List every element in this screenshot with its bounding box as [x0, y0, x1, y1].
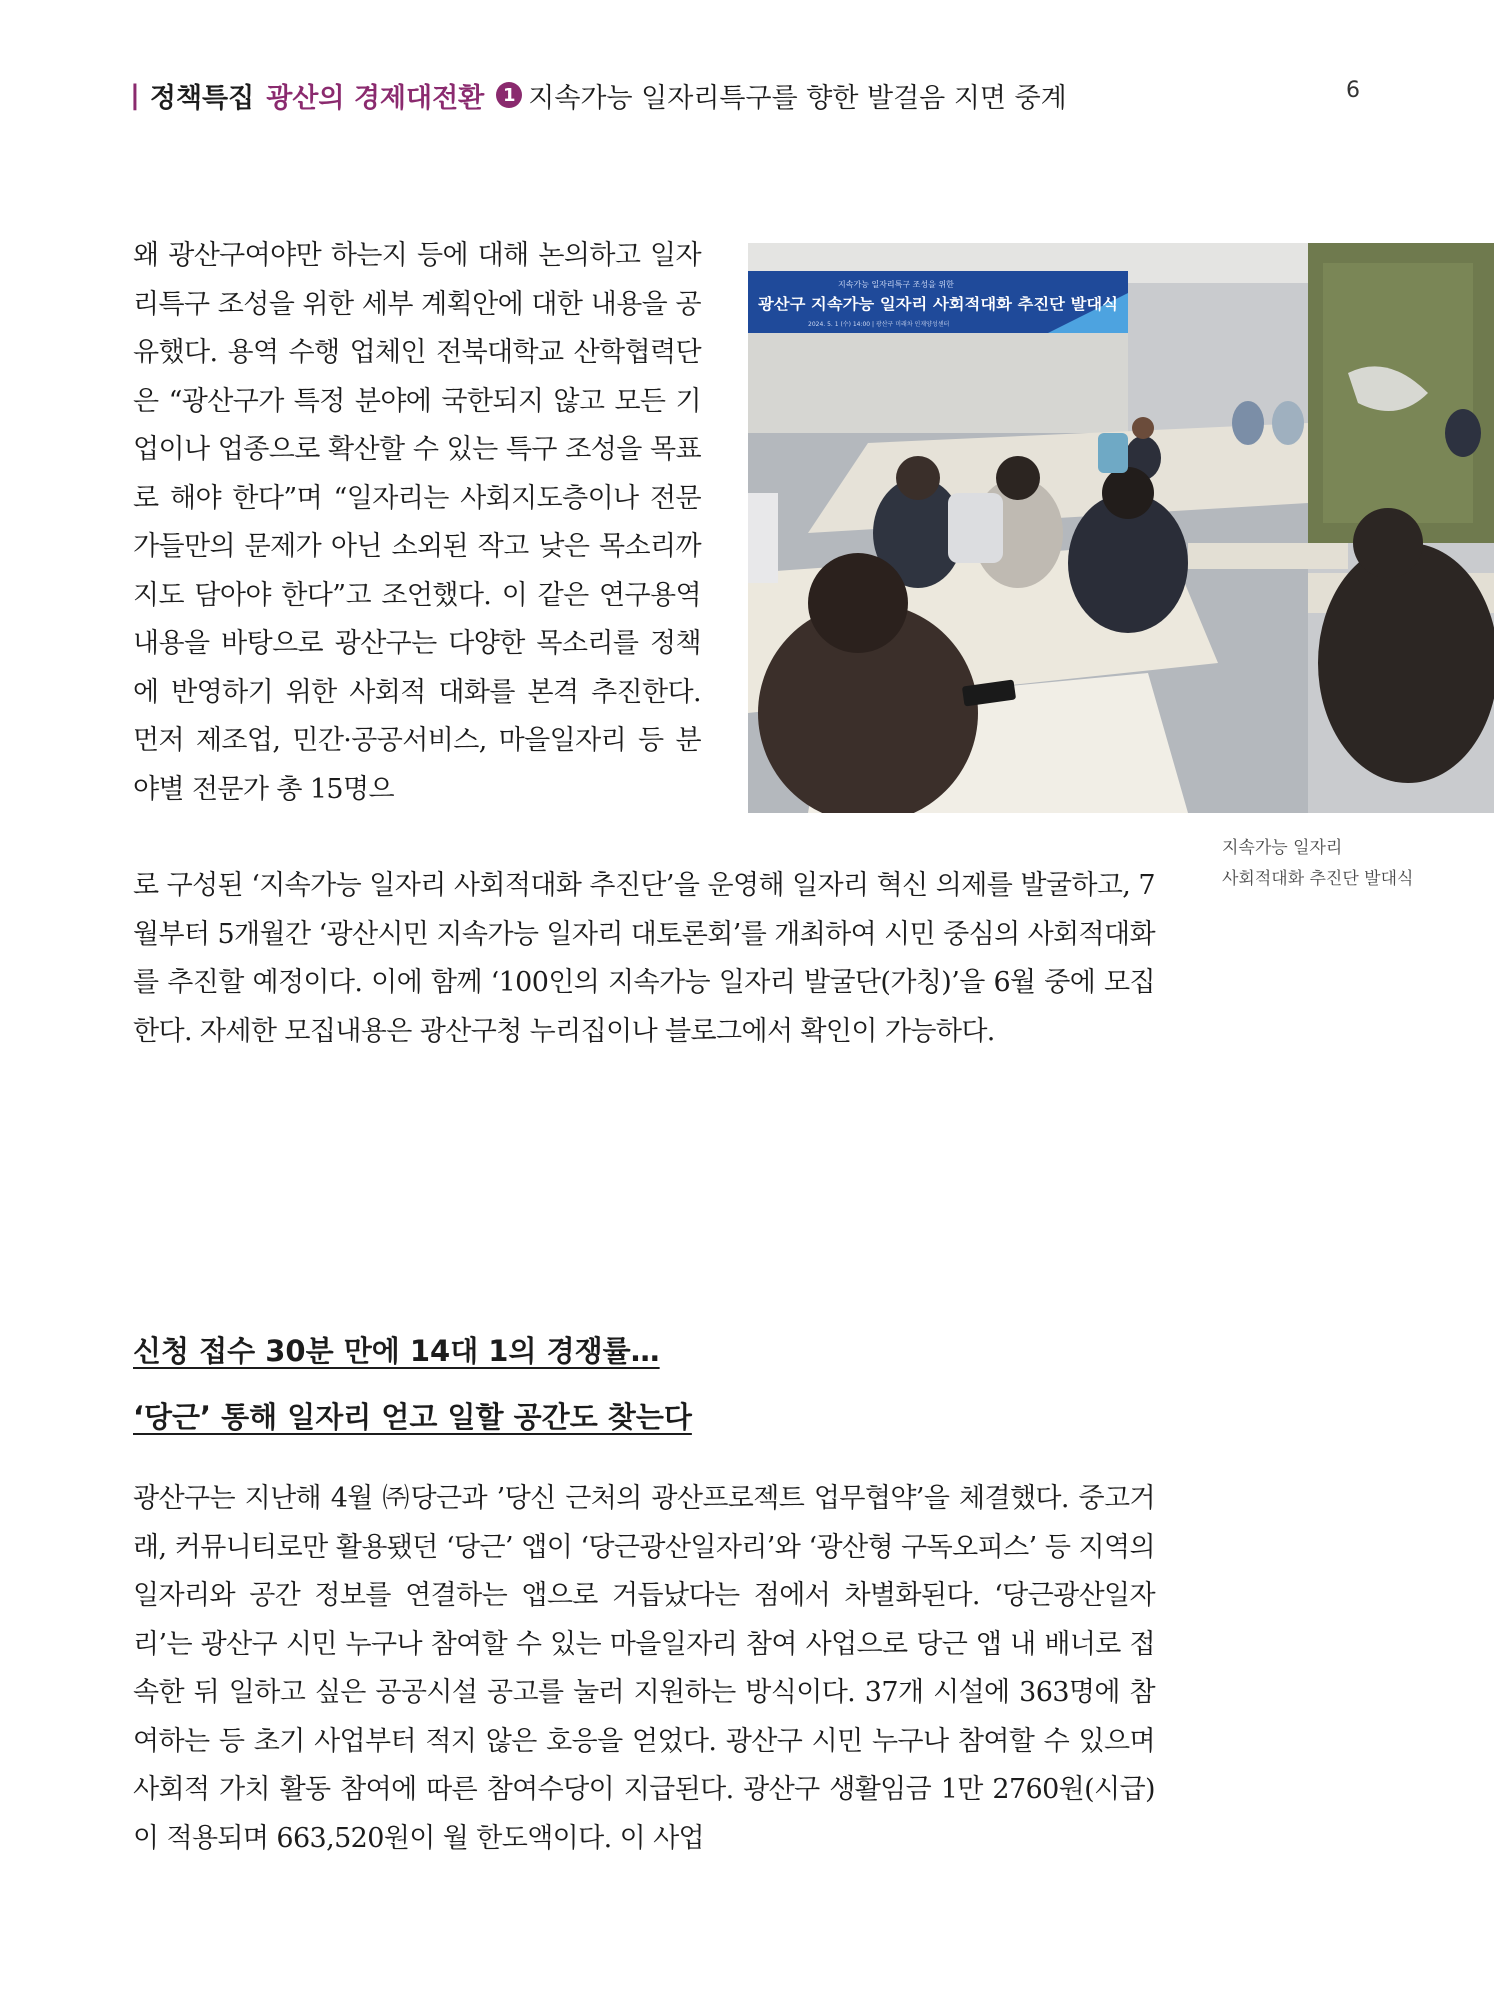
banner-small-text: 지속가능 일자리특구 조성을 위한: [838, 280, 954, 289]
photo-caption-line: 지속가능 일자리: [1222, 838, 1343, 858]
header-category: 정책특집: [149, 82, 255, 114]
section-heading: [133, 1318, 1033, 1450]
paragraph-1: 왜 광산구여야만 하는지 등에 대해 논의하고 일자리특구 조성을 위한 세부 계획안에 대한 내용을 공유했다. 용역 수행 업체인 전북대학교 산학협력단은 “광산구가 특정 분야에 국한되지 않고 모든 기업이나 업종으로 확산할 수 있는 특구 조성을 목표로 해야 한다”며 “일자리는 사회지도층이나 전문가들만의 문제가 아닌 소외된 작고 낮은 목소리까지도 담아야 한다”고 조언했다. 이 같은 연구용역 내용을 바탕으로 광산구는 다양한 목소리를 정책에 반영하기 위한 사회적 대화를 본격 추진한다. 먼저 제조업, 민간·공공서비스, 마을일자리 등 분야별 전문가 총 15명으: [133, 240, 701, 805]
event-photo: [748, 243, 1494, 813]
header-bar: |: [130, 79, 140, 111]
photo-caption-line: 사회적대화 추진단 발대식: [1222, 869, 1414, 889]
banner-date-text: 2024. 5. 1 (수) 14:00 | 광산구 미래차 인재양성센터: [808, 321, 950, 328]
section-heading-line: ‘당근’ 통해 일자리 얻고 일할 공간도 찾는다: [133, 1400, 692, 1434]
paragraph-3: 광산구는 지난해 4월 ㈜당근과 ’당신 근처의 광산프로젝트 업무협약’을 체결했다. 중고거래, 커뮤니티로만 활용됐던 ‘당근’ 앱이 ‘당근광산일자리’와 ‘광산형 구독오피스’ 등 지역의 일자리와 공간 정보를 연결하는 앱으로 거듭났다는 점에서 차별화된다. ‘당근광산일자리’는 광산구 시민 누구나 참여할 수 있는 마을일자리 참여 사업으로 당근 앱 내 배너로 접속한 뒤 일하고 싶은 공공시설 공고를 눌러 지원하는 방식이다. 37개 시설에 363명에 참여하는 등 초기 사업부터 적지 않은 호응을 얻었다. 광산구 시민 누구나 참여할 수 있으며 사회적 가치 활동 참여에 따른 참여수당이 지급된다. 광산구 생활임금 1만 2760원(시급)이 적용되며 663,520원이 월 한도액이다. 이 사업: [133, 1483, 1155, 1854]
page-header: [130, 70, 1370, 120]
banner-main-text: 광산구 지속가능 일자리 사회적대화 추진단 발대식: [756, 295, 1118, 313]
header-subtitle: 지속가능 일자리특구를 향한 발걸음 지면 중계: [528, 82, 1067, 114]
section-heading-line: 신청 접수 30분 만에 14대 1의 경쟁률…: [133, 1334, 660, 1368]
header-number-badge: 1: [496, 82, 522, 108]
photo-caption: [1222, 833, 1482, 895]
header-theme: 광산의 경제대전환: [266, 82, 485, 114]
page-number: 6: [1346, 78, 1360, 103]
paragraph-2: 로 구성된 ‘지속가능 일자리 사회적대화 추진단’을 운영해 일자리 혁신 의제를 발굴하고, 7월부터 5개월간 ‘광산시민 지속가능 일자리 대토론회’를 개최하여 시민 중심의 사회적대화를 추진할 예정이다. 이에 함께 ‘100인의 지속가능 일자리 발굴단(가칭)’을 6월 중에 모집한다. 자세한 모집내용은 광산구청 누리집이나 블로그에서 확인이 가능하다.: [133, 870, 1155, 1047]
